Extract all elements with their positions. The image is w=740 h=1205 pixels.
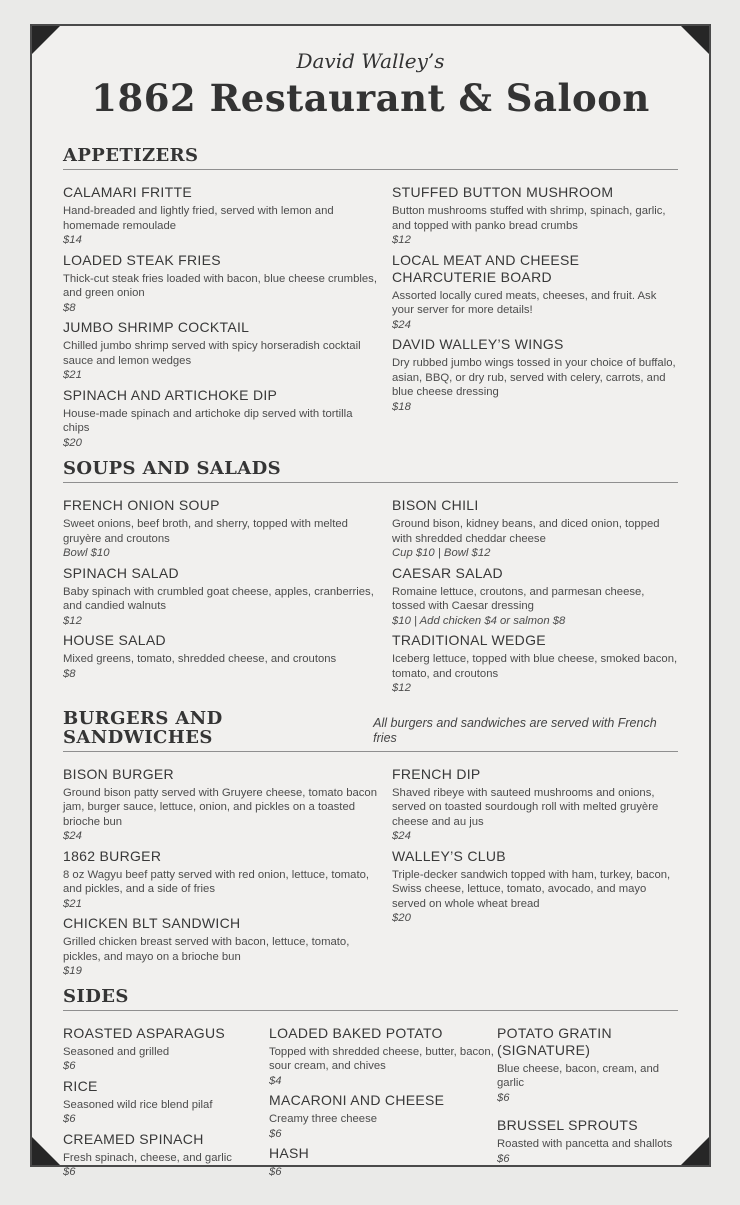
item-name: HASH [269,1145,310,1161]
item-name: TRADITIONAL WEDGE [392,632,546,648]
item-price: Cup $10 | Bowl $12 [392,547,491,559]
column-3 [497,1025,678,1184]
menu-item-traditional-wedge [392,632,678,696]
item-price: $6 [63,1113,76,1125]
item-name: LOADED STEAK FRIES [63,251,221,268]
item-price: $21 [63,369,82,381]
item-name: HOUSE SALAD [63,632,166,648]
menu-item-roasted-asparagus [63,1025,269,1074]
item-name: MACARONI AND CHEESE [269,1092,445,1108]
item-name: SPINACH AND ARTICHOKE DIP [63,386,278,403]
item-price: $6 [497,1152,510,1165]
item-price: $20 [63,436,82,449]
menu-item-david-walleys-wings [392,336,678,414]
item-name: JUMBO SHRIMP COCKTAIL [63,319,250,335]
section-burgers-and-sandwiches [63,709,678,983]
item-price: Bowl $10 [63,547,110,559]
item-name: WALLEY’S CLUB [392,847,506,864]
item-description: House-made spinach and artichoke dip served with tortilla chips [63,407,353,434]
menu-item-loaded-baked-potato [269,1025,497,1089]
menu-item-spinach-salad [63,565,378,629]
item-name: STUFFED BUTTON MUSHROOM [392,184,614,200]
item-name: LOCAL MEAT AND CHEESE CHARCUTERIE BOARD [392,251,580,285]
item-description: Dry rubbed jumbo wings tossed in your choice of buffalo, asian, BBQ, or dry rub, served with celery, carrots, and blue cheese dressing [392,357,676,398]
item-price: $6 [269,1166,282,1178]
column-2 [269,1025,497,1184]
item-price: $19 [63,965,82,977]
item-description: Thick-cut steak fries loaded with bacon, blue cheese crumbles, and green onion [63,272,377,299]
item-price: $14 [63,234,82,246]
menu-item-charcuterie-board [392,252,678,333]
item-description: Topped with shredded cheese, butter, bacon, sour cream, and chives [269,1045,494,1072]
section-header [63,709,678,752]
menu-item-calamari-fritte [63,184,378,248]
item-name: BISON BURGER [63,765,174,782]
item-name: POTATO GRATIN (SIGNATURE) [497,1024,612,1058]
menu-item-creamed-spinach [63,1131,269,1180]
section-title: SIDES [63,985,129,1007]
menu-item-potato-gratin [497,1025,678,1106]
menu-item-bison-chili [392,497,678,561]
menu-card [30,24,711,1178]
item-name: CAESAR SALAD [392,564,503,581]
item-price: $10 | Add chicken $4 or salmon $8 [392,614,566,627]
item-description: Shaved ribeye with sauteed mushrooms and onions, served on toasted sourdough roll with melted gruyère cheese and au jus [392,786,659,828]
menu-item-french-dip [392,766,678,844]
menu-item-bison-burger [63,766,378,844]
menu-item-jumbo-shrimp-cocktail [63,319,378,383]
section-sides [63,987,678,1184]
menu-item-hash [269,1145,497,1180]
section-note: All burgers and sandwiches are served with French fries [373,715,657,745]
menu-item-brussel-sprouts [497,1117,678,1166]
menu-item-stuffed-button-mushroom [392,184,678,248]
item-description: Creamy three cheese [269,1113,377,1125]
item-name: CALAMARI FRITTE [63,184,192,200]
item-price: $12 [392,682,411,694]
menu-item-caesar-salad [392,565,678,629]
menu-item-walleys-club [392,848,678,926]
menu-header [63,26,678,119]
item-description: Button mushrooms stuffed with shrimp, spinach, garlic, and topped with panko bread crumbs [392,205,666,232]
section-body [63,184,678,454]
section-appetizers [63,146,678,454]
menu-item-chicken-blt-sandwich [63,915,378,979]
item-name: RICE [63,1077,98,1094]
section-title: BURGERS AND SANDWICHES [63,707,223,748]
section-body [63,497,678,700]
menu-item-loaded-steak-fries [63,252,378,316]
item-price: $12 [392,234,411,246]
item-description: Romaine lettuce, croutons, and parmesan cheese, tossed with Caesar dressing [392,585,645,612]
item-name: FRENCH DIP [392,765,481,782]
item-name: CHICKEN BLT SANDWICH [63,915,241,931]
corner-triangle-top-right-icon [681,26,709,54]
column-left [63,497,378,700]
item-description: Blue cheese, bacon, cream, and garlic [497,1062,660,1089]
item-description: Triple-decker sandwich topped with ham, turkey, bacon, Swiss cheese, lettuce, tomato, avocado, and mayo served on whole wheat bread [392,868,671,910]
item-description: Roasted with pancetta and shallots [497,1138,673,1150]
menu-item-rice [63,1078,269,1127]
brand-name: David Walley’s [296,49,445,73]
column-left [63,766,378,983]
item-price: $24 [392,318,411,331]
item-price: $8 [63,301,76,314]
corner-triangle-top-left-icon [32,26,60,54]
item-price: $18 [392,400,411,413]
item-price: $24 [392,830,411,842]
section-soups-and-salads [63,459,678,700]
item-price: $6 [63,1166,76,1178]
section-header [63,146,678,170]
item-price: $8 [63,667,76,680]
menu-content [32,26,709,1184]
corner-triangle-bottom-left-icon [32,1137,60,1165]
item-price: $6 [497,1091,510,1104]
column-right [392,497,678,700]
section-header [63,459,678,483]
section-title: APPETIZERS [63,145,199,166]
column-left [63,184,378,454]
item-price: $12 [63,614,82,627]
menu-title: 1862 Restaurant & Saloon [91,76,650,120]
section-header [63,987,678,1011]
item-description: Sweet onions, beef broth, and sherry, topped with melted gruyère and croutons [63,518,348,545]
item-description: Hand-breaded and lightly fried, served with lemon and homemade remoulade [63,205,334,232]
item-description: Assorted locally cured meats, cheeses, and fruit. Ask your server for more details! [392,289,657,316]
item-description: Ground bison, kidney beans, and diced onion, topped with shredded cheddar cheese [392,518,660,545]
item-description: Fresh spinach, cheese, and garlic [63,1151,232,1164]
item-description: Ground bison patty served with Gruyere cheese, tomato bacon jam, burger sauce, lettuce, onion, and pickles on a toasted brioche bun [63,786,377,828]
menu-item-1862-burger [63,848,378,912]
item-name: DAVID WALLEY’S WINGS [392,336,564,352]
item-name: FRENCH ONION SOUP [63,497,220,513]
item-description: Iceberg lettuce, topped with blue cheese, smoked bacon, tomato, and croutons [392,653,678,680]
menu-item-macaroni-and-cheese [269,1092,497,1141]
item-description: Seasoned wild rice blend pilaf [63,1098,213,1111]
column-right [392,184,678,454]
item-description: Chilled jumbo shrimp served with spicy horseradish cocktail sauce and lemon wedges [63,340,361,367]
item-description: Mixed greens, tomato, shredded cheese, and croutons [63,653,337,665]
item-name: CREAMED SPINACH [63,1130,204,1147]
menu-item-french-onion-soup [63,497,378,561]
section-body [63,766,678,983]
item-price: $24 [63,830,82,842]
item-price: $6 [63,1060,76,1072]
item-name: BRUSSEL SPROUTS [497,1117,638,1133]
item-name: SPINACH SALAD [63,564,179,581]
item-description: Seasoned and grilled [63,1045,170,1058]
corner-triangle-bottom-right-icon [681,1137,709,1165]
item-description: 8 oz Wagyu beef patty served with red onion, lettuce, tomato, and pickles, and a side of fries [63,868,370,895]
item-price: $20 [392,912,411,924]
item-price: $21 [63,897,82,910]
column-right [392,766,678,983]
section-body [63,1025,678,1184]
menu-item-spinach-and-artichoke-dip [63,387,378,451]
item-name: LOADED BAKED POTATO [269,1024,443,1041]
item-name: BISON CHILI [392,497,479,513]
section-title: SOUPS AND SALADS [63,458,282,479]
menu-item-house-salad [63,632,378,681]
item-description: Grilled chicken breast served with bacon, lettuce, tomato, pickles, and mayo on a brioche bun [63,936,350,963]
item-name: 1862 BURGER [63,847,162,864]
item-name: ROASTED ASPARAGUS [63,1024,225,1041]
item-price: $4 [269,1074,282,1087]
column-1 [63,1025,269,1184]
item-description: Baby spinach with crumbled goat cheese, apples, cranberries, and candied walnuts [63,585,374,612]
item-price: $6 [269,1127,282,1140]
